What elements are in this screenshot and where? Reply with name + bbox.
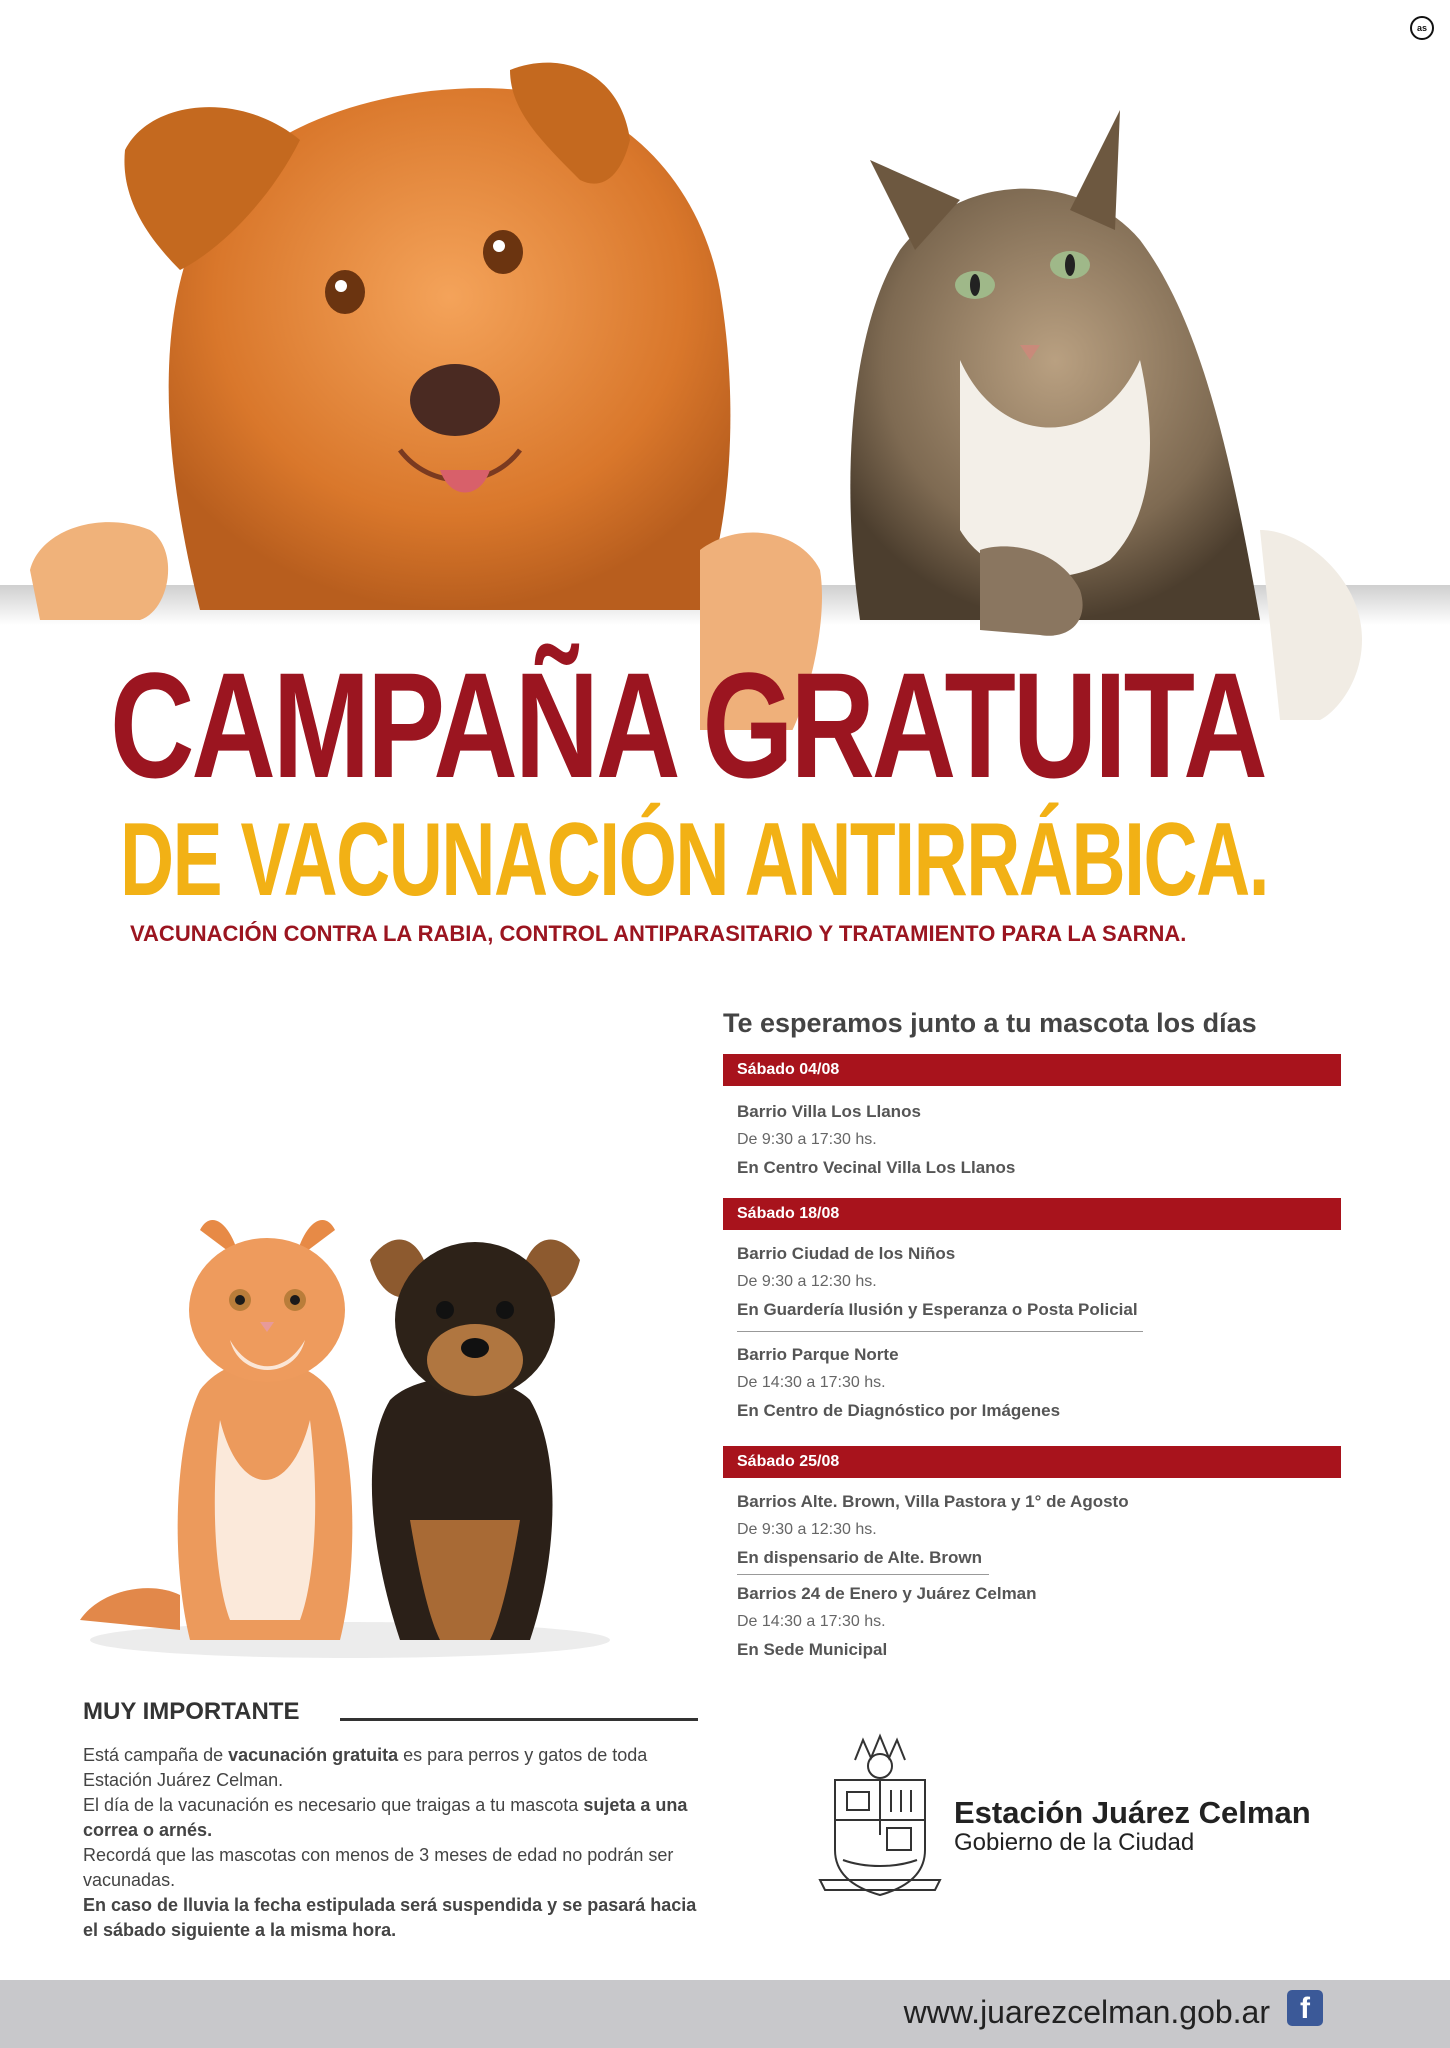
venue-place: En Sede Municipal xyxy=(737,1640,888,1659)
divider xyxy=(737,1331,1143,1332)
venue-hours: De 9:30 a 12:30 hs. xyxy=(737,1273,877,1290)
venue-place: En Centro de Diagnóstico por Imágenes xyxy=(737,1401,1061,1420)
municipal-crest-icon xyxy=(815,1730,945,1900)
venue-barrio: Barrio Ciudad de los Niños xyxy=(737,1244,956,1263)
venue-barrio: Barrios 24 de Enero y Juárez Celman xyxy=(737,1584,1037,1603)
venue-hours: De 9:30 a 17:30 hs. xyxy=(737,1131,877,1148)
hero-pets-image xyxy=(0,30,1450,730)
important-emphasis: vacunación gratuita xyxy=(228,1745,399,1765)
venue-place: En Centro Vecinal Villa Los Llanos xyxy=(737,1158,1016,1177)
org-name: Estación Juárez Celman xyxy=(954,1795,1311,1830)
venue-block xyxy=(737,1341,1060,1425)
org-subtitle: Gobierno de la Ciudad xyxy=(954,1829,1195,1856)
important-text: Está campaña de xyxy=(83,1745,229,1765)
divider xyxy=(737,1574,989,1575)
important-title: MUY IMPORTANTE xyxy=(83,1698,300,1725)
venue-place: En Guardería Ilusión y Esperanza o Posta Policial xyxy=(737,1300,1138,1319)
venue-block xyxy=(737,1488,1129,1572)
important-body xyxy=(83,1743,703,1943)
footer xyxy=(0,1980,1450,2048)
important-text: Recordá que las mascotas con menos de 3 meses de edad no podrán ser vacunadas. xyxy=(83,1845,674,1890)
tagline: VACUNACIÓN CONTRA LA RABIA, CONTROL ANTIPARASITARIO Y TRATAMIENTO PARA LA SARNA. xyxy=(130,921,1187,946)
venue-place: En dispensario de Alte. Brown xyxy=(737,1548,982,1567)
kitten-illustration xyxy=(80,1220,352,1640)
subheadline: DE VACUNACIÓN ANTIRRÁBICA. xyxy=(120,802,1269,918)
important-emphasis: sujeta a una correa o arnés. xyxy=(83,1795,688,1840)
puppy-illustration xyxy=(370,1240,580,1640)
kitten-puppy-image xyxy=(70,1200,630,1670)
date-bar: Sábado 25/08 xyxy=(723,1446,1341,1478)
cat-illustration xyxy=(850,110,1362,720)
venue-block xyxy=(737,1240,1138,1324)
important-emphasis: En caso de lluvia la fecha estipulada será suspendida y se pasará hacia el sábado siguiente a la misma hora. xyxy=(83,1895,697,1940)
dog-illustration xyxy=(30,63,822,730)
copyright-badge-icon: as xyxy=(1410,16,1434,40)
headline: CAMPAÑA GRATUITA xyxy=(110,641,1265,809)
venue-barrio: Barrio Villa Los Llanos xyxy=(737,1102,921,1121)
venue-barrio: Barrio Parque Norte xyxy=(737,1345,899,1364)
important-text: El día de la vacunación es necesario que traigas a tu mascota xyxy=(83,1795,584,1815)
venue-hours: De 14:30 a 17:30 hs. xyxy=(737,1374,886,1391)
venue-block xyxy=(737,1580,1037,1664)
venue-hours: De 9:30 a 12:30 hs. xyxy=(737,1521,877,1538)
date-bar: Sábado 04/08 xyxy=(723,1054,1341,1086)
website-link[interactable]: www.juarezcelman.gob.ar xyxy=(903,1994,1270,2030)
schedule-title: Te esperamos junto a tu mascota los días xyxy=(723,1008,1257,1038)
date-bar: Sábado 18/08 xyxy=(723,1198,1341,1230)
venue-block xyxy=(737,1098,1015,1182)
important-rule xyxy=(340,1718,698,1721)
facebook-icon[interactable]: f xyxy=(1287,1990,1323,2026)
venue-hours: De 14:30 a 17:30 hs. xyxy=(737,1613,886,1630)
venue-barrio: Barrios Alte. Brown, Villa Pastora y 1° de Agosto xyxy=(737,1492,1129,1511)
important-text: es para perros y gatos de toda Estación Juárez Celman. xyxy=(83,1745,648,1790)
